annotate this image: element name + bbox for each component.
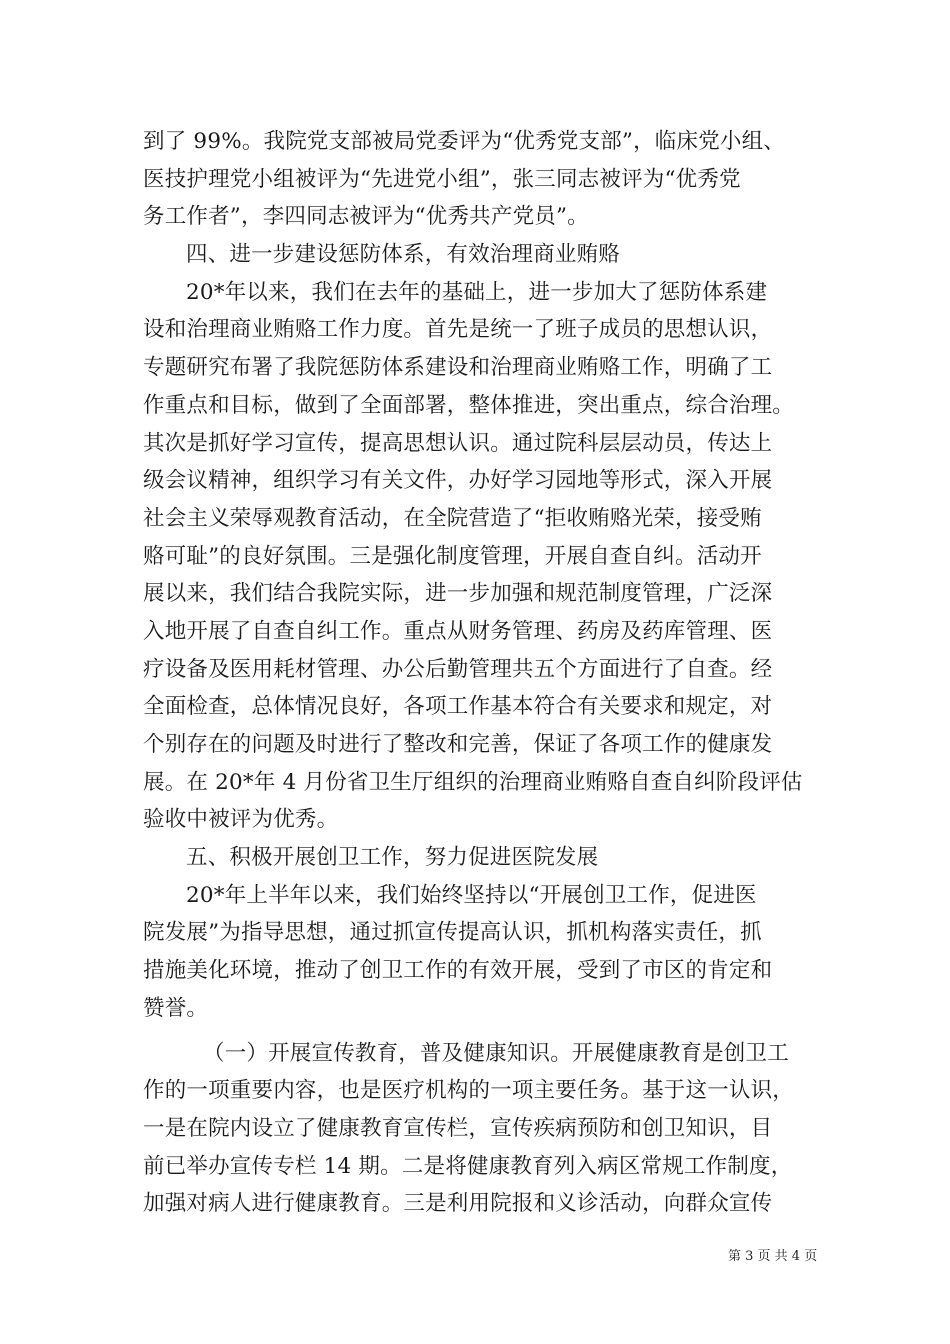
text-line: 赂可耻”的良好氛围。三是强化制度管理，开展自查自纠。活动开	[143, 543, 762, 569]
text-line: 全面检查，总体情况良好，各项工作基本符合有关要求和规定，对	[143, 694, 773, 720]
text-line: 展。在 20*年 4 月份省卫生厅组织的治理商业贿赂自查自纠阶段评估	[143, 769, 803, 795]
text-line: 措施美化环境，推动了创卫工作的有效开展，受到了市区的肯定和	[143, 958, 773, 984]
text-line: 医技护理党小组被评为“先进党小组”，张三同志被评为“优秀党	[143, 166, 741, 192]
subsection-heading: （一）开展宣传教育，普及健康知识。开展健康教育是创卫工	[203, 1040, 789, 1066]
text-line: 作重点和目标，做到了全面部署，整体推进，突出重点，综合治理。	[143, 392, 795, 418]
text-line: 设和治理商业贿赂工作力度。首先是统一了班子成员的思想认识，	[143, 317, 773, 343]
text-line: 专题研究布署了我院惩防体系建设和治理商业贿赂工作，明确了工	[143, 355, 773, 381]
section-heading: 五、积极开展创卫工作，努力促进医院发展	[186, 845, 599, 871]
text-line: 一是在院内设立了健康教育宣传栏，宣传疾病预防和创卫知识，目	[143, 1115, 773, 1141]
text-line: 加强对病人进行健康教育。三是利用院报和义诊活动，向群众宣传	[143, 1191, 773, 1217]
text-line: 展以来，我们结合我院实际，进一步加强和规范制度管理，广泛深	[143, 581, 773, 607]
text-line: 社会主义荣辱观教育活动，在全院营造了“拒收贿赂光荣，接受贿	[143, 505, 762, 531]
text-line: 务工作者”，李四同志被评为“优秀共产党员”。	[143, 204, 589, 230]
text-line: 院发展”为指导思想，通过抓宣传提高认识，抓机构落实责任，抓	[143, 920, 762, 946]
text-line: 入地开展了自查自纠工作。重点从财务管理、药房及药库管理、医	[143, 618, 773, 644]
page-number: 第 3 页 共 4 页	[728, 1249, 818, 1264]
text-line: 20*年以来，我们在去年的基础上，进一步加大了惩防体系建	[186, 279, 768, 305]
text-line: 前已举办宣传专栏 14 期。二是将健康教育列入病区常规工作制度，	[143, 1153, 793, 1179]
text-line: 疗设备及医用耗材管理、办公后勤管理共五个方面进行了自查。经	[143, 656, 773, 682]
text-line: 个别存在的问题及时进行了整改和完善，保证了各项工作的健康发	[143, 732, 773, 757]
text-line: 20*年上半年以来，我们始终坚持以“开展创卫工作，促进医	[186, 882, 757, 908]
text-line: 赞誉。	[143, 995, 209, 1021]
text-line: 其次是抓好学习宣传，提高思想认识。通过院科层层动员，传达上	[143, 430, 773, 456]
text-line: 到了 99%。我院党支部被局党委评为“优秀党支部”，临床党小组、	[143, 129, 786, 154]
paragraph-gap	[143, 1028, 823, 1035]
text-line: 验收中被评为优秀。	[143, 807, 339, 833]
text-line: 级会议精神，组织学习有关文件，办好学习园地等形式，深入开展	[143, 468, 773, 494]
section-heading: 四、进一步建设惩防体系，有效治理商业贿赂	[186, 242, 621, 268]
document-body	[143, 123, 823, 1223]
text-line: 作的一项重要内容，也是医疗机构的一项主要任务。基于这一认识，	[143, 1078, 795, 1104]
